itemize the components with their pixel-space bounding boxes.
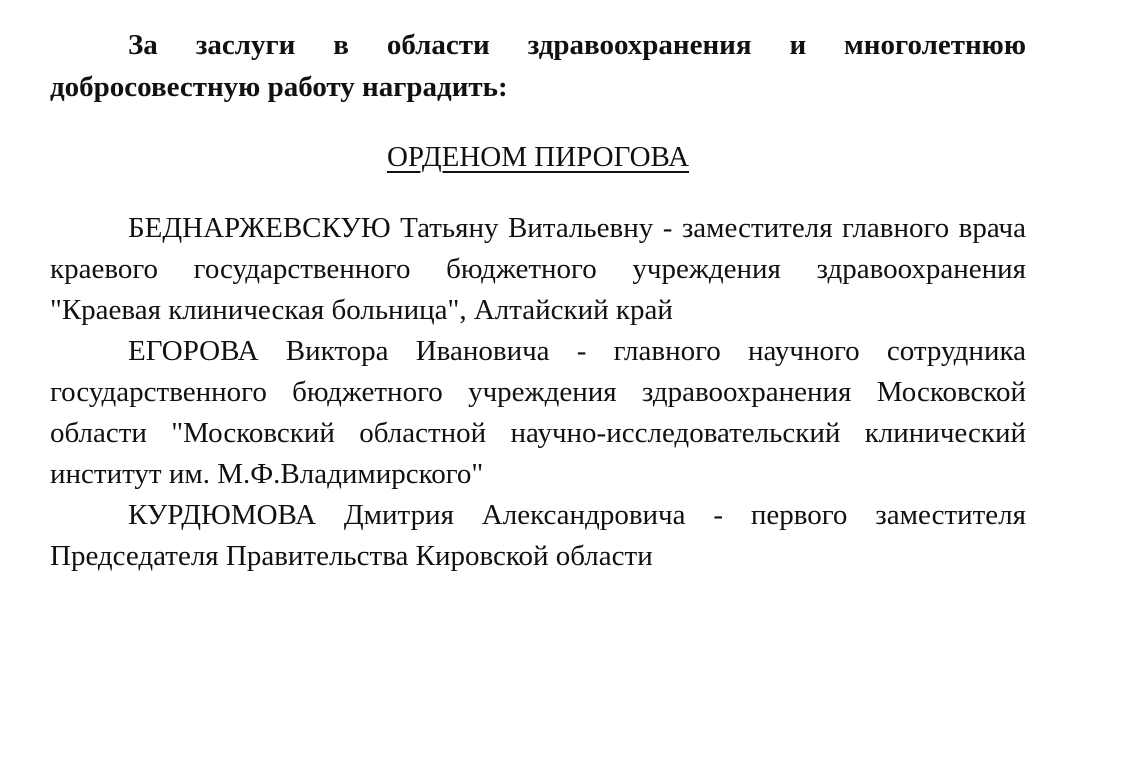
order-title: ОРДЕНОМ ПИРОГОВА [386,141,690,173]
awardee-item: КУРДЮМОВА Дмитрия Александровича - первого заместителя Председателя Правительства Кировской области [50,499,1026,572]
awardee-item: ЕГОРОВА Виктора Ивановича - главного научного сотрудника государственного бюджетного учреждения здравоохранения Московской области "Московский областной научно-исследовательский клинический институт им. М.Ф.Владимирского" [50,335,1026,490]
award-intro: За заслуги в области здравоохранения и многолетнюю добросовестную работу наградить: [50,29,1026,103]
awardee-item: БЕДНАРЖЕВСКУЮ Татьяну Витальевну - заместителя главного врача краевого государственного бюджетного учреждения здравоохранения "Краевая клиническая больница", Алтайский край [50,212,1026,326]
awardee-list [50,208,1026,577]
document-page [50,24,1026,577]
